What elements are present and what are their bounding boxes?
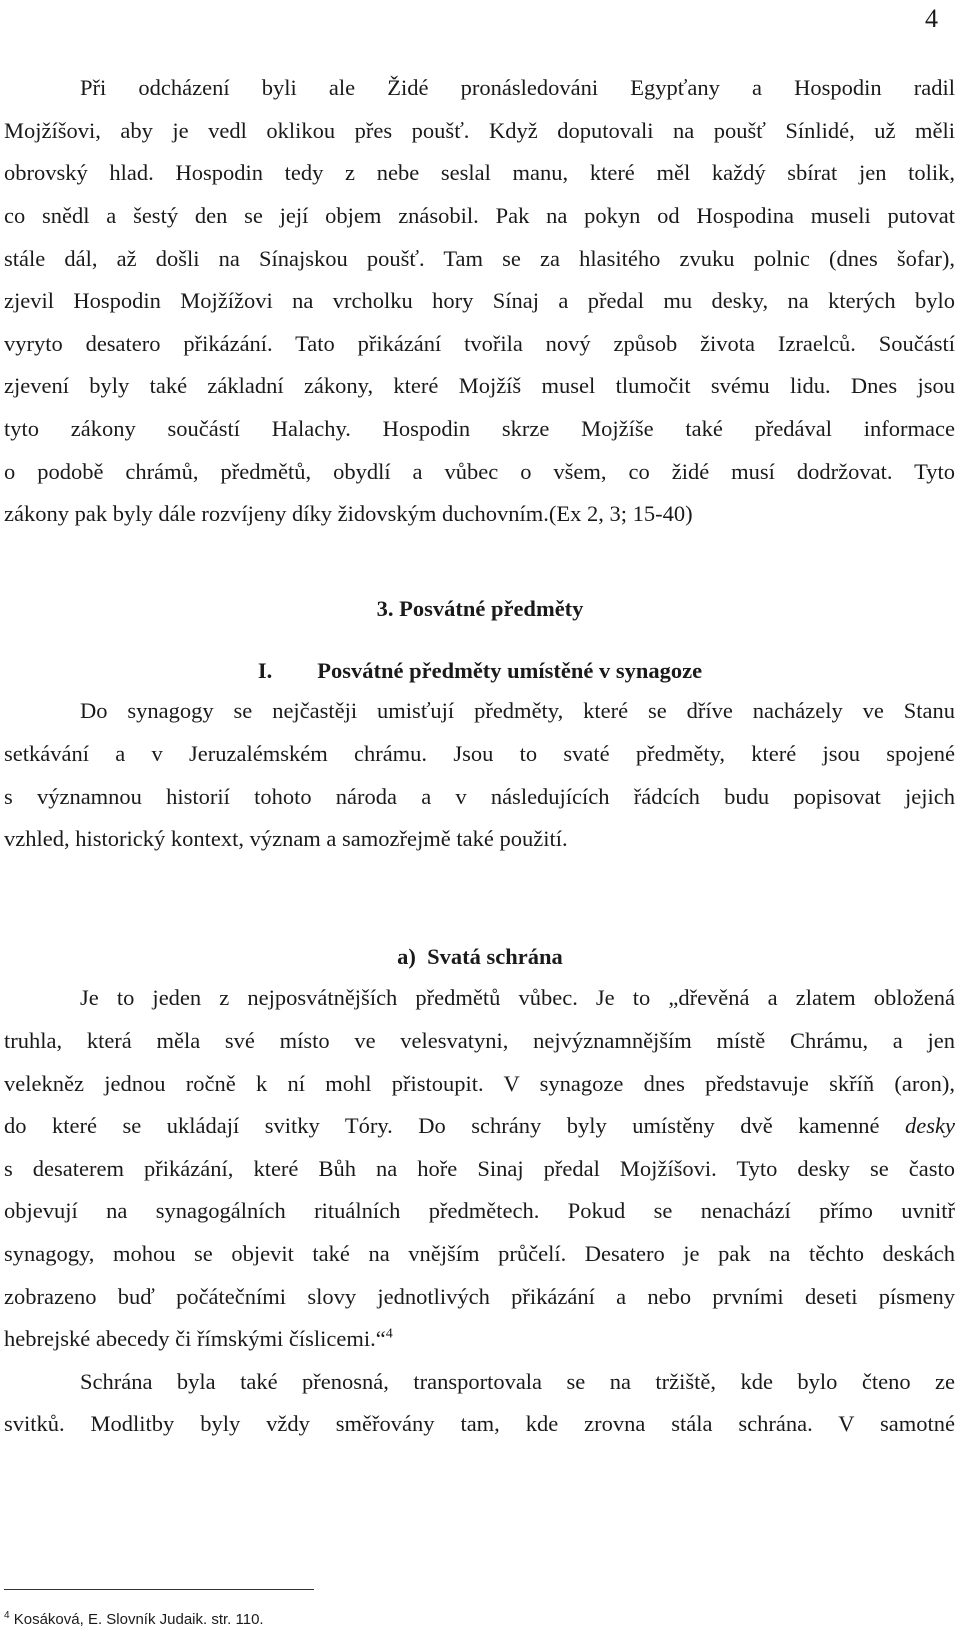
text-line: Schrána byla také přenosná, transportovala se na tržiště, kde bylo čteno ze (80, 1369, 955, 1394)
text-line: zobrazeno buď počátečními slovy jednotlivých přikázání a nebo prvními deseti písmeny (4, 1284, 955, 1309)
text-line: Mojžíšovi, aby je vedl oklikou přes poušť. Když doputovali na poušť Sínlidé, už měli (4, 118, 955, 143)
text-line-main: hebrejské abecedy či římskými číslicemi.“ (4, 1326, 386, 1351)
text-line: Je to jeden z nejposvátnějších předmětů vůbec. Je to „dřevěná a zlatem obložená (80, 985, 955, 1010)
text-line: zákony pak byly dále rozvíjeny díky židovským duchovním.(Ex 2, 3; 15-40) (4, 501, 693, 526)
text-line: synagogy, mohou se objevit také na vnějším průčelí. Desatero je pak na těchto deskách (4, 1241, 955, 1266)
text-line: tyto zákony součástí Halachy. Hospodin skrze Mojžíše také předával informace (4, 416, 955, 441)
italic-word: desky (905, 1113, 955, 1138)
text-line: zjevení byly také základní zákony, které Mojžíš musel tlumočit svému lidu. Dnes jsou (4, 373, 955, 398)
section-heading: 3. Posvátné předměty (376, 596, 584, 621)
text-line: co snědl a šestý den se její objem znásobil. Pak na pokyn od Hospodina museli putovat (4, 203, 955, 228)
text-line-main: do které se ukládají svitky Tóry. Do schrány byly umístěny dvě kamenné (4, 1113, 880, 1138)
text-line: Při odcházení byli ale Židé pronásledováni Egypťany a Hospodin radil (80, 75, 955, 100)
text-line: svitků. Modlitby byly vždy směřovány tam, kde zrovna stála schrána. V samotné (4, 1411, 955, 1436)
footnote-reference[interactable]: 4 (385, 1326, 393, 1342)
text-line (4, 1105, 955, 1148)
text-line: o podobě chrámů, předmětů, obydlí a vůbec o všem, co židé musí dodržovat. Tyto (4, 459, 955, 484)
footnote-text: Kosáková, E. Slovník Judaik. str. 110. (13, 1611, 264, 1628)
text-line: Do synagogy se nejčastěji umisťují předměty, které se dříve nacházely ve Stanu (80, 698, 955, 723)
text-line: vyryto desatero přikázání. Tato přikázání tvořila nový způsob života Izraelců. Součástí (4, 331, 955, 356)
text-line: setkávání a v Jeruzalémském chrámu. Jsou to svaté předměty, které jsou spojené (4, 741, 955, 766)
page-number: 4 (925, 4, 938, 33)
footnote (4, 1610, 264, 1628)
text-line: obrovský hlad. Hospodin tedy z nebe seslal manu, které měl každý sbírat jen tolik, (4, 160, 955, 185)
text-line: s významnou historií tohoto národa a v následujících řádcích budu popisovat jejich (4, 784, 955, 809)
item-heading: a) Svatá schrána (397, 944, 563, 969)
subsection-heading: I. Posvátné předměty umístěné v synagoze (257, 658, 703, 683)
text-line: vzhled, historický kontext, význam a samozřejmě také použití. (4, 826, 568, 851)
text-line: zjevil Hospodin Mojžížovi na vrcholku hory Sínaj a předal mu desky, na kterých bylo (4, 288, 955, 313)
text-line: truhla, která měla své místo ve velesvatyni, nejvýznamnějším místě Chrámu, a jen (4, 1028, 955, 1053)
text-line: s desaterem přikázání, které Bůh na hoře Sinaj předal Mojžíšovi. Tyto desky se často (4, 1156, 955, 1181)
footnote-divider (4, 1589, 314, 1590)
text-line: stále dál, až došli na Sínajskou poušť. Tam se za hlasitého zvuku polnic (dnes šofar), (4, 246, 955, 271)
footnote-mark: 4 (4, 1610, 10, 1621)
text-line: velekněz jednou ročně k ní mohl přistoupit. V synagoze dnes představuje skříň (aron), (4, 1071, 955, 1096)
text-line (4, 1318, 955, 1361)
text-line: objevují na synagogálních rituálních předmětech. Pokud se nenachází přímo uvnitř (4, 1198, 955, 1223)
